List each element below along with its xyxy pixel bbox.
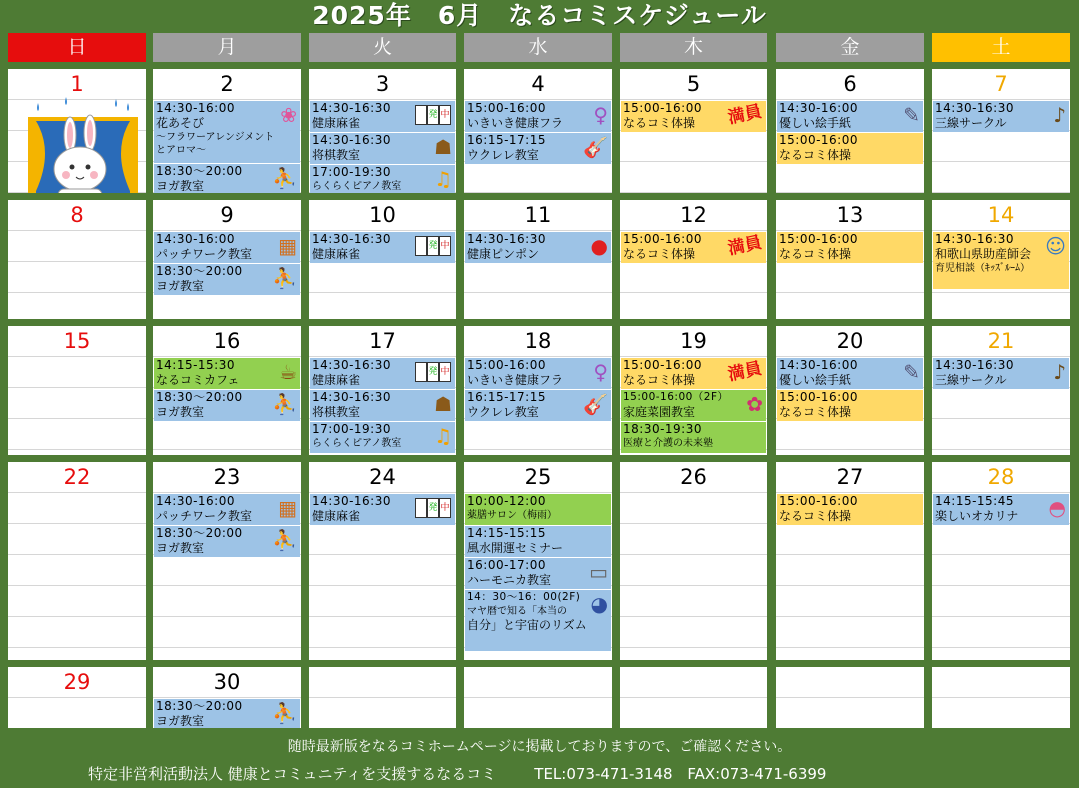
event-time: 15:00-16:00 bbox=[779, 494, 858, 508]
day-cell bbox=[932, 200, 1070, 319]
day-number: 22 bbox=[63, 465, 91, 489]
event-name: パッチワーク教室 bbox=[156, 247, 253, 261]
grid-line bbox=[8, 387, 146, 388]
event-item bbox=[154, 389, 300, 421]
event-time: 16:15-17:15 bbox=[467, 390, 546, 404]
day-number: 18 bbox=[524, 329, 552, 353]
grid-line bbox=[620, 647, 767, 648]
day-cell bbox=[153, 667, 301, 728]
day-number: 14 bbox=[987, 203, 1015, 227]
footer-org: 特定非営利活動法人 健康とコミュニティを支援するなるコミ bbox=[88, 765, 497, 783]
empty-cell bbox=[464, 667, 612, 728]
event-name: 和歌山県助産師会 bbox=[935, 247, 1032, 261]
event-time: 14:30-16:00 bbox=[156, 494, 235, 508]
event-item bbox=[465, 132, 611, 164]
event-time: 14:30-16:30 bbox=[467, 232, 546, 246]
day-number: 19 bbox=[680, 329, 707, 353]
day-cell bbox=[620, 200, 767, 319]
day-number: 8 bbox=[70, 203, 84, 227]
grid-line bbox=[309, 616, 456, 617]
day-cell bbox=[776, 462, 924, 660]
grid-line bbox=[8, 647, 146, 648]
event-time: 18:30～20:00 bbox=[156, 264, 243, 278]
event-name: なるコミ体操 bbox=[623, 247, 696, 261]
day-cell bbox=[153, 69, 301, 193]
page-title: 2025年 6月 なるコミスケジュール bbox=[312, 1, 767, 30]
grid-line bbox=[620, 492, 767, 493]
event-time: 18:30-19:30 bbox=[623, 422, 702, 436]
flower-icon: ❀ bbox=[280, 103, 297, 127]
full-badge: 満員 bbox=[726, 358, 764, 386]
grid-line bbox=[932, 616, 1070, 617]
event-item bbox=[310, 164, 455, 193]
event-subtitle: 自分」と宇宙のリズム bbox=[467, 618, 587, 632]
event-time: 14:15-15:30 bbox=[156, 358, 235, 372]
event-item bbox=[777, 132, 923, 164]
event-name: ヨガ教室 bbox=[156, 541, 205, 555]
day-number: 7 bbox=[994, 72, 1008, 96]
event-time: 15:00-16:00 bbox=[779, 133, 858, 147]
weekday-header: 日 bbox=[8, 33, 146, 62]
grid-line bbox=[620, 292, 767, 293]
day-number: 9 bbox=[220, 203, 234, 227]
day-number: 26 bbox=[680, 465, 707, 489]
grid-line bbox=[776, 192, 924, 193]
event-time: 14:30-16:30 bbox=[935, 358, 1014, 372]
grid-line bbox=[8, 585, 146, 586]
event-time: 15:00-16:00 bbox=[623, 101, 702, 115]
day-cell bbox=[776, 326, 924, 455]
event-item bbox=[621, 231, 766, 263]
event-item bbox=[154, 493, 300, 525]
day-number: 24 bbox=[369, 465, 396, 489]
yoga-icon: ⛹ bbox=[272, 392, 297, 416]
grid-line bbox=[620, 697, 767, 698]
footer-tel: TEL:073-471-3148 bbox=[534, 765, 673, 783]
event-item bbox=[310, 493, 455, 525]
event-name: 風水開運セミナー bbox=[467, 541, 564, 555]
grid-line bbox=[8, 356, 146, 357]
day-cell bbox=[932, 69, 1070, 193]
event-time: 15:00-16:00 bbox=[467, 358, 546, 372]
event-time: 18:30～20:00 bbox=[156, 526, 243, 540]
grid-line bbox=[8, 418, 146, 419]
event-name: 健康麻雀 bbox=[312, 509, 361, 523]
day-number: 16 bbox=[213, 329, 241, 353]
grid-line bbox=[8, 230, 146, 231]
grid-line bbox=[932, 647, 1070, 648]
event-name: なるコミ体操 bbox=[779, 509, 852, 523]
event-time: 14:30-16:30 bbox=[312, 494, 391, 508]
day-cell bbox=[8, 462, 146, 660]
yoga-icon: ⛹ bbox=[272, 701, 297, 725]
event-item bbox=[310, 389, 455, 421]
event-name: なるコミ体操 bbox=[779, 405, 852, 419]
grid-line bbox=[464, 697, 612, 698]
day-number: 3 bbox=[375, 72, 390, 96]
sanshin-icon: ♪ bbox=[1053, 360, 1066, 384]
event-time: 17:00-19:30 bbox=[312, 422, 391, 436]
event-time: 14:30-16:00 bbox=[779, 358, 858, 372]
event-item bbox=[154, 231, 300, 263]
day-cell bbox=[309, 326, 456, 455]
event-name: 将棋教室 bbox=[312, 148, 361, 162]
grid-line bbox=[8, 697, 146, 698]
event-item bbox=[465, 357, 611, 389]
day-cell bbox=[153, 462, 301, 660]
day-number: 5 bbox=[686, 72, 701, 96]
event-name: 花あそび bbox=[156, 116, 205, 130]
full-badge: 満員 bbox=[726, 232, 764, 260]
event-name: 三線サークル bbox=[935, 116, 1007, 130]
day-cell bbox=[8, 667, 146, 728]
empty-cell bbox=[620, 667, 767, 728]
yoga-icon: ⛹ bbox=[272, 266, 297, 290]
grid-line bbox=[776, 449, 924, 450]
ukulele-icon: 🎸 bbox=[583, 135, 608, 159]
event-name: 健康麻雀 bbox=[312, 247, 361, 261]
day-number: 17 bbox=[369, 329, 396, 353]
event-time: 15:00-16:00 bbox=[623, 358, 702, 372]
event-time: 15:00-16:00 bbox=[779, 232, 858, 246]
grid-line bbox=[932, 161, 1070, 162]
event-time: 14:30-16:30 bbox=[935, 232, 1014, 246]
day-cell bbox=[8, 200, 146, 319]
event-time: 14:30-16:30 bbox=[312, 101, 391, 115]
day-cell bbox=[620, 462, 767, 660]
day-number: 20 bbox=[836, 329, 864, 353]
grid-line bbox=[620, 616, 767, 617]
event-time: 14:30-16:30 bbox=[312, 232, 391, 246]
grid-line bbox=[776, 554, 924, 555]
event-name: 優しい絵手紙 bbox=[779, 373, 852, 387]
day-number: 6 bbox=[843, 72, 857, 96]
day-number: 13 bbox=[836, 203, 864, 227]
event-time: 14:30-16:00 bbox=[779, 101, 858, 115]
event-item bbox=[933, 100, 1069, 132]
brush-icon: ✎ bbox=[903, 360, 920, 384]
footer-notice: 随時最新版をなるコミホームページに掲載しておりますので、ご確認ください。 bbox=[287, 739, 792, 755]
hula-icon: ♀ bbox=[593, 360, 608, 384]
day-number: 21 bbox=[987, 329, 1015, 353]
event-name: ヨガ教室 bbox=[156, 714, 205, 728]
grid-line bbox=[620, 554, 767, 555]
footer-fax: FAX:073-471-6399 bbox=[687, 765, 827, 783]
event-item bbox=[154, 525, 300, 557]
event-name: 楽しいオカリナ bbox=[935, 509, 1019, 523]
day-cell bbox=[620, 326, 767, 455]
music-note-icon: ♫ bbox=[434, 167, 452, 191]
event-name: ヨガ教室 bbox=[156, 179, 205, 193]
event-time: 18:30～20:00 bbox=[156, 164, 243, 178]
weekday-header: 土 bbox=[932, 33, 1070, 62]
yoga-icon: ⛹ bbox=[272, 166, 297, 190]
event-item bbox=[777, 493, 923, 525]
event-item bbox=[777, 231, 923, 263]
event-item bbox=[310, 421, 455, 453]
event-name: いきいき健康フラ bbox=[467, 373, 564, 387]
day-number: 27 bbox=[836, 465, 864, 489]
brush-icon: ✎ bbox=[903, 103, 920, 127]
grid-line bbox=[309, 585, 456, 586]
day-number: 10 bbox=[369, 203, 396, 227]
grid-line bbox=[8, 554, 146, 555]
event-name: なるコミ体操 bbox=[779, 148, 852, 162]
event-name: マヤ暦で知る「本当の bbox=[467, 606, 567, 617]
day-cell bbox=[153, 326, 301, 455]
day-cell bbox=[8, 69, 146, 193]
event-time: 14:15-15:45 bbox=[935, 494, 1014, 508]
event-item bbox=[310, 100, 455, 132]
event-item bbox=[310, 231, 455, 263]
event-name: なるコミ体操 bbox=[779, 247, 852, 261]
music-note-icon: ♫ bbox=[434, 424, 452, 448]
day-number: 11 bbox=[524, 203, 552, 227]
grid-line bbox=[932, 585, 1070, 586]
event-item bbox=[154, 357, 300, 389]
event-item bbox=[154, 100, 300, 164]
grid-line bbox=[932, 449, 1070, 450]
event-item bbox=[465, 231, 611, 263]
event-item bbox=[933, 357, 1069, 389]
event-item bbox=[777, 100, 923, 132]
event-name: ヨガ教室 bbox=[156, 279, 205, 293]
empty-cell bbox=[309, 667, 456, 728]
grid-line bbox=[153, 449, 301, 450]
grid-line bbox=[153, 616, 301, 617]
shogi-icon: ☗ bbox=[434, 135, 452, 159]
event-item bbox=[310, 357, 455, 389]
mahjong-icon: 発 中 bbox=[415, 105, 451, 125]
grid-line bbox=[309, 292, 456, 293]
gardening-icon: ✿ bbox=[746, 392, 763, 416]
grid-line bbox=[776, 647, 924, 648]
day-number: 4 bbox=[531, 72, 545, 96]
event-time: 14：30～16：00(2F) bbox=[467, 591, 581, 603]
grid-line bbox=[464, 292, 612, 293]
patchwork-icon: ▦ bbox=[278, 496, 297, 520]
day-number: 28 bbox=[987, 465, 1015, 489]
grid-line bbox=[153, 647, 301, 648]
event-time: 14:30-16:30 bbox=[312, 390, 391, 404]
event-time: 10:00-12:00 bbox=[467, 494, 546, 508]
day-number: 15 bbox=[63, 329, 91, 353]
event-subtitle: とアロマ～ bbox=[156, 145, 206, 156]
ping-pong-icon: ● bbox=[590, 234, 608, 258]
event-name: らくらくピアノ教室 bbox=[312, 181, 402, 192]
harmonica-icon: ▭ bbox=[589, 560, 608, 584]
event-item bbox=[777, 357, 923, 389]
event-name: 健康ピンポン bbox=[467, 247, 540, 261]
event-name: 薬膳サロン（梅雨） bbox=[467, 510, 557, 521]
grid-line bbox=[776, 616, 924, 617]
grid-line bbox=[309, 647, 456, 648]
weekday-header: 月 bbox=[153, 33, 301, 62]
event-time: 15:00-16:00 bbox=[623, 232, 702, 246]
event-time: 18:30～20:00 bbox=[156, 390, 243, 404]
grid-line bbox=[932, 418, 1070, 419]
grid-line bbox=[309, 697, 456, 698]
event-item bbox=[310, 132, 455, 164]
rabbit-rain-icon bbox=[28, 97, 138, 193]
grid-line bbox=[464, 192, 612, 193]
palette-icon: ◕ bbox=[590, 592, 608, 616]
baby-icon: ☺ bbox=[1045, 234, 1066, 258]
grid-line bbox=[620, 585, 767, 586]
event-time: 17:00-19:30 bbox=[312, 165, 391, 179]
grid-line bbox=[8, 492, 146, 493]
event-time: 16:15-17:15 bbox=[467, 133, 546, 147]
event-item bbox=[465, 557, 611, 589]
day-number: 23 bbox=[213, 465, 241, 489]
event-time: 15:00-16:00 bbox=[467, 101, 546, 115]
event-name: ハーモニカ教室 bbox=[467, 573, 552, 587]
day-cell bbox=[8, 326, 146, 455]
coffee-icon: ☕ bbox=[279, 360, 297, 384]
grid-line bbox=[8, 261, 146, 262]
empty-cell bbox=[776, 667, 924, 728]
event-name: いきいき健康フラ bbox=[467, 116, 564, 130]
event-time: 14:30-16:30 bbox=[935, 101, 1014, 115]
event-time: 14:15-15:15 bbox=[467, 526, 546, 540]
event-name: なるコミ体操 bbox=[623, 116, 696, 130]
grid-line bbox=[932, 697, 1070, 698]
day-cell bbox=[309, 69, 456, 193]
event-time: 14:30-16:00 bbox=[156, 101, 235, 115]
day-cell bbox=[932, 326, 1070, 455]
grid-line bbox=[776, 585, 924, 586]
event-time: 14:30-16:30 bbox=[312, 133, 391, 147]
grid-line bbox=[776, 697, 924, 698]
ukulele-icon: 🎸 bbox=[583, 392, 608, 416]
event-time: 14:30-16:30 bbox=[312, 358, 391, 372]
event-item bbox=[777, 389, 923, 421]
grid-line bbox=[620, 192, 767, 193]
day-cell bbox=[464, 69, 612, 193]
grid-line bbox=[620, 161, 767, 162]
yoga-icon: ⛹ bbox=[272, 528, 297, 552]
grid-line bbox=[932, 292, 1070, 293]
day-number: 29 bbox=[63, 670, 91, 694]
event-name: 家庭菜園教室 bbox=[623, 405, 696, 419]
event-item bbox=[621, 357, 766, 389]
sanshin-icon: ♪ bbox=[1053, 103, 1066, 127]
day-number: 30 bbox=[213, 670, 241, 694]
event-item bbox=[621, 389, 766, 421]
event-item bbox=[154, 698, 300, 728]
mahjong-icon: 発 中 bbox=[415, 236, 451, 256]
event-item bbox=[154, 163, 300, 193]
event-item bbox=[621, 421, 766, 453]
event-name: ヨガ教室 bbox=[156, 405, 205, 419]
event-time: 15:00-16:00（2F） bbox=[623, 391, 729, 403]
day-cell bbox=[932, 462, 1070, 660]
grid-line bbox=[776, 292, 924, 293]
day-cell bbox=[776, 200, 924, 319]
mahjong-icon: 発 中 bbox=[415, 498, 451, 518]
event-item bbox=[933, 493, 1069, 525]
event-subtitle: 育児相談（ｷｯｽﾞﾙｰﾑ） bbox=[935, 263, 1030, 274]
weekday-header: 水 bbox=[464, 33, 612, 62]
event-time: 16:00-17:00 bbox=[467, 558, 546, 572]
event-name: 優しい絵手紙 bbox=[779, 116, 852, 130]
footer-contact bbox=[88, 764, 826, 784]
event-time: 18:30～20:00 bbox=[156, 699, 243, 713]
mahjong-icon: 発 中 bbox=[415, 362, 451, 382]
day-number: 25 bbox=[524, 465, 552, 489]
weekday-header: 木 bbox=[620, 33, 767, 62]
day-cell bbox=[153, 200, 301, 319]
grid-line bbox=[8, 523, 146, 524]
day-cell bbox=[309, 462, 456, 660]
event-name: ウクレレ教室 bbox=[467, 405, 539, 419]
event-name: 医療と介護の未来塾 bbox=[623, 438, 713, 449]
weekday-header: 金 bbox=[776, 33, 924, 62]
event-item bbox=[465, 493, 611, 525]
hula-icon: ♀ bbox=[593, 103, 608, 127]
shogi-icon: ☗ bbox=[434, 392, 452, 416]
event-time: 14:30-16:00 bbox=[156, 232, 235, 246]
day-number: 12 bbox=[680, 203, 707, 227]
event-item bbox=[933, 231, 1069, 289]
day-number: 1 bbox=[70, 72, 84, 96]
grid-line bbox=[8, 616, 146, 617]
event-subtitle: ～フラワーアレンジメント bbox=[156, 132, 275, 143]
event-name: 健康麻雀 bbox=[312, 373, 361, 387]
day-number: 2 bbox=[220, 72, 234, 96]
event-item bbox=[621, 100, 766, 132]
day-cell bbox=[776, 69, 924, 193]
event-name: なるコミ体操 bbox=[623, 373, 696, 387]
event-name: 健康麻雀 bbox=[312, 116, 361, 130]
event-name: なるコミカフェ bbox=[156, 373, 240, 387]
event-item bbox=[154, 263, 300, 295]
grid-line bbox=[620, 523, 767, 524]
event-item bbox=[465, 100, 611, 132]
event-item bbox=[465, 589, 611, 651]
event-name: らくらくピアノ教室 bbox=[312, 438, 402, 449]
grid-line bbox=[8, 449, 146, 450]
day-cell bbox=[309, 200, 456, 319]
ocarina-icon: ◓ bbox=[1048, 496, 1066, 520]
day-cell bbox=[464, 326, 612, 455]
day-cell bbox=[620, 69, 767, 193]
event-name: 三線サークル bbox=[935, 373, 1007, 387]
event-name: 将棋教室 bbox=[312, 405, 361, 419]
grid-line bbox=[8, 292, 146, 293]
event-name: パッチワーク教室 bbox=[156, 509, 253, 523]
grid-line bbox=[153, 585, 301, 586]
full-badge: 満員 bbox=[726, 101, 764, 129]
patchwork-icon: ▦ bbox=[278, 234, 297, 258]
grid-line bbox=[932, 192, 1070, 193]
event-time: 15:00-16:00 bbox=[779, 390, 858, 404]
day-cell bbox=[464, 200, 612, 319]
event-item bbox=[465, 389, 611, 421]
grid-line bbox=[464, 449, 612, 450]
grid-line bbox=[932, 554, 1070, 555]
weekday-header: 火 bbox=[309, 33, 456, 62]
event-item bbox=[465, 525, 611, 557]
day-cell bbox=[464, 462, 612, 660]
empty-cell bbox=[932, 667, 1070, 728]
event-name: ウクレレ教室 bbox=[467, 148, 539, 162]
grid-line bbox=[309, 554, 456, 555]
